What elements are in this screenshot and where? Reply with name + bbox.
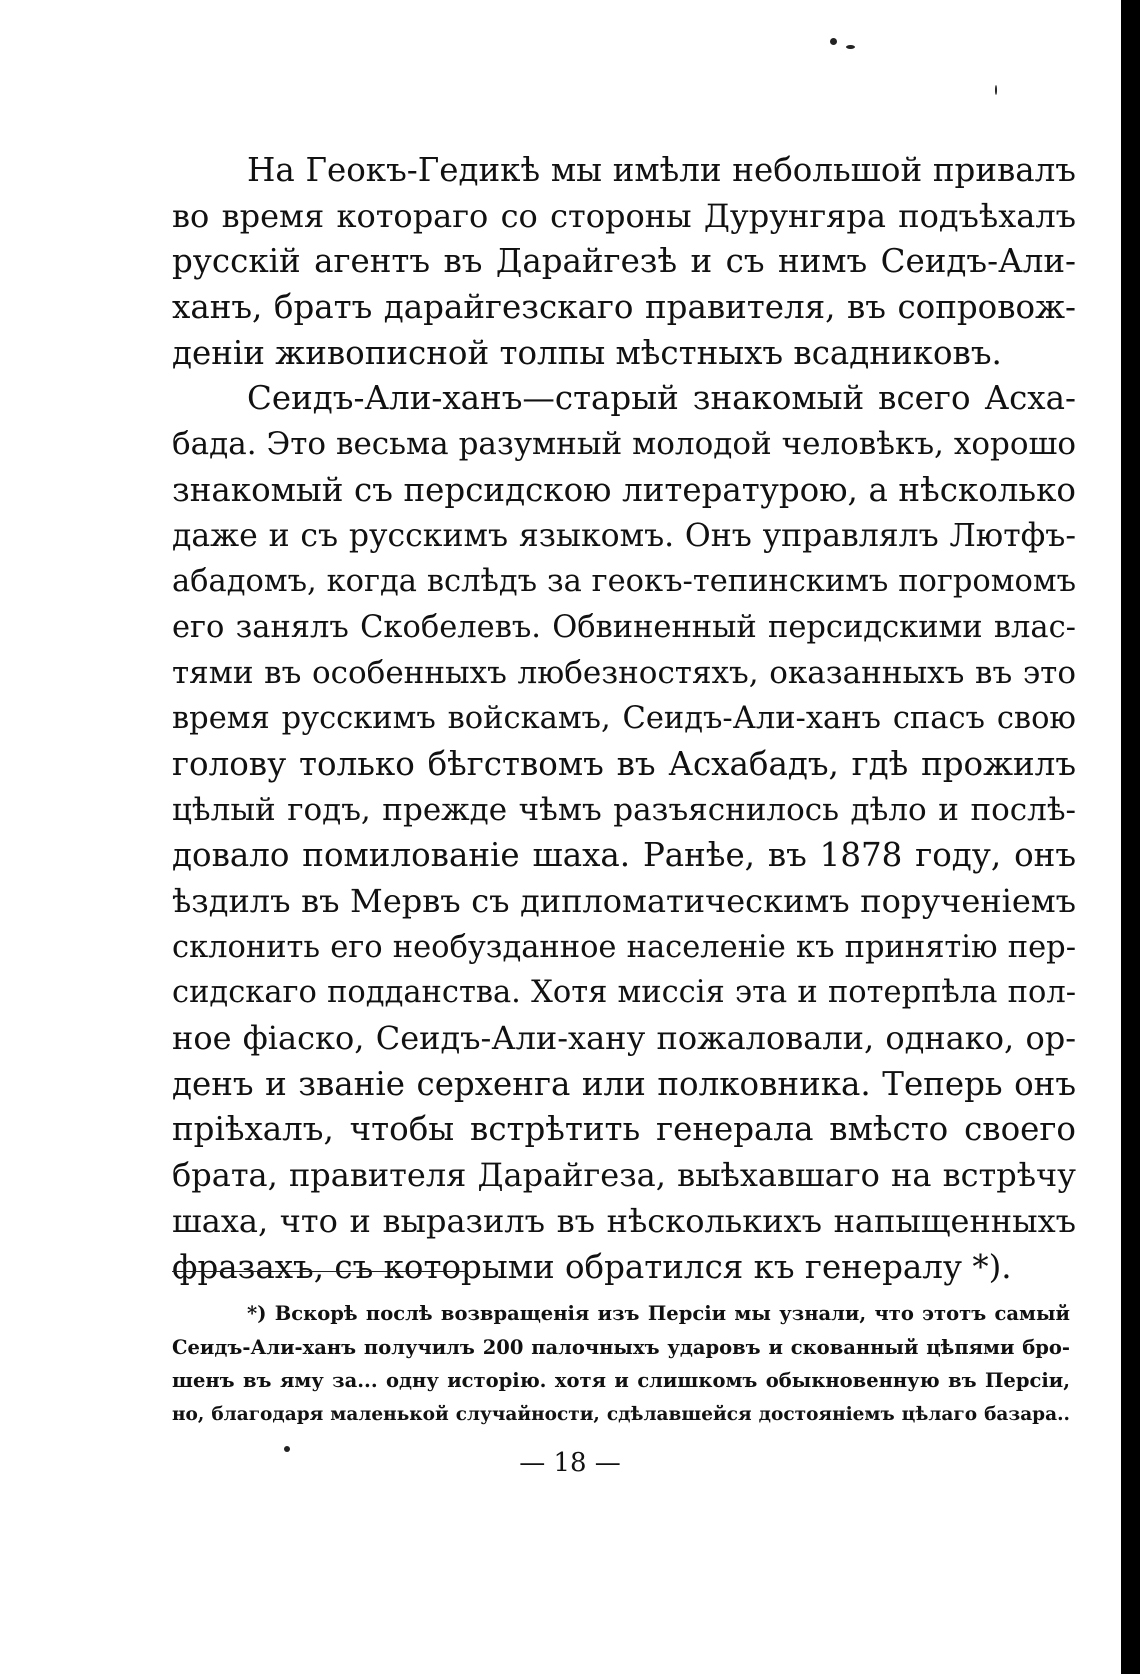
text-line: во время котораго со стороны Дурунгяра подъѣхалъ [172,196,1076,235]
text-line: сидскаго подданства. Хотя миссія эта и потерпѣла пол- [172,975,1076,1011]
text-line: довало помилованіе шаха. Ранѣе, въ 1878 году, онъ [172,836,1076,875]
footnote-line: *) Вскорѣ послѣ возвращенія изъ Персіи мы узнали, что этотъ самый [247,1302,1070,1325]
text-line: русскій агентъ въ Дарайгезѣ и съ нимъ Сеидъ-Али- [172,242,1076,281]
text-line: цѣлый годъ, прежде чѣмъ разъяснилось дѣло и послѣ- [172,791,1076,828]
text-line: даже и съ русскимъ языкомъ. Онъ управлялъ Лютфъ- [172,517,1076,554]
text-line: ханъ, братъ дарайгезскаго правителя, въ сопровож- [172,288,1076,327]
text-line: пріѣхалъ, чтобы встрѣтить генерала вмѣсто своего [172,1110,1076,1149]
text-line: Сеидъ-Али-ханъ—старый знакомый всего Асха- [247,379,1076,418]
text-line: бада. Это весьма разумный молодой человѣкъ, хорошо [172,426,1076,463]
text-line: голову только бѣгствомъ въ Асхабадъ, гдѣ прожилъ [172,744,1076,783]
ink-speck [846,45,855,49]
page-number: — 18 — [519,1448,621,1478]
text-line: денъ и званіе серхенга или полковника. Теперь онъ [172,1064,1076,1103]
footnote-line: шенъ въ яму за... одну исторію. хотя и слишкомъ обыкновенную въ Персіи, [172,1369,1070,1392]
text-line: фразахъ, съ которыми обратился къ генералу *). [172,1247,1012,1286]
scan-edge-bar [1121,0,1140,1674]
text-line: ное фіаско, Сеидъ-Али-хану пожаловали, однако, ор- [172,1019,1076,1058]
text-line: знакомый съ персидскою литературою, а нѣсколько [172,470,1076,509]
footnote-line: Сеидъ-Али-ханъ получилъ 200 палочныхъ ударовъ и скованный цѣпями бро- [172,1335,1070,1359]
text-line: деніи живописной толпы мѣстныхъ всадниковъ. [172,333,1002,372]
text-line: На Геокъ-Гедикѣ мы имѣли небольшой привалъ [247,151,1076,189]
footnote [172,1297,1070,1431]
footnote-line: но, благодаря маленькой случайности, сдѣлавшейся достояніемъ цѣлаго базара.. [172,1403,1070,1425]
text-line: ѣздилъ въ Мервъ съ дипломатическимъ порученіемъ [172,882,1076,920]
text-line: абадомъ, когда вслѣдъ за геокъ-тепинскимъ погромомъ [172,564,1076,600]
main-text [172,148,1076,1290]
text-line: шаха, что и выразилъ въ нѣсколькихъ напыщенныхъ [172,1201,1076,1240]
text-line: склонить его необузданное населеніе къ принятію пер- [172,929,1076,965]
ink-speck [830,38,837,45]
text-line: время русскимъ войскамъ, Сеидъ-Али-ханъ спасъ свою [172,701,1076,737]
text-line: тями въ особенныхъ любезностяхъ, оказанныхъ въ это [172,654,1076,691]
text-line: брата, правителя Дарайгеза, выѣхавшаго на встрѣчу [172,1156,1076,1195]
text-line: его занялъ Скобелевъ. Обвиненный персидскими влас- [172,609,1076,645]
ink-speck [995,85,997,95]
footnote-divider [172,1271,468,1272]
